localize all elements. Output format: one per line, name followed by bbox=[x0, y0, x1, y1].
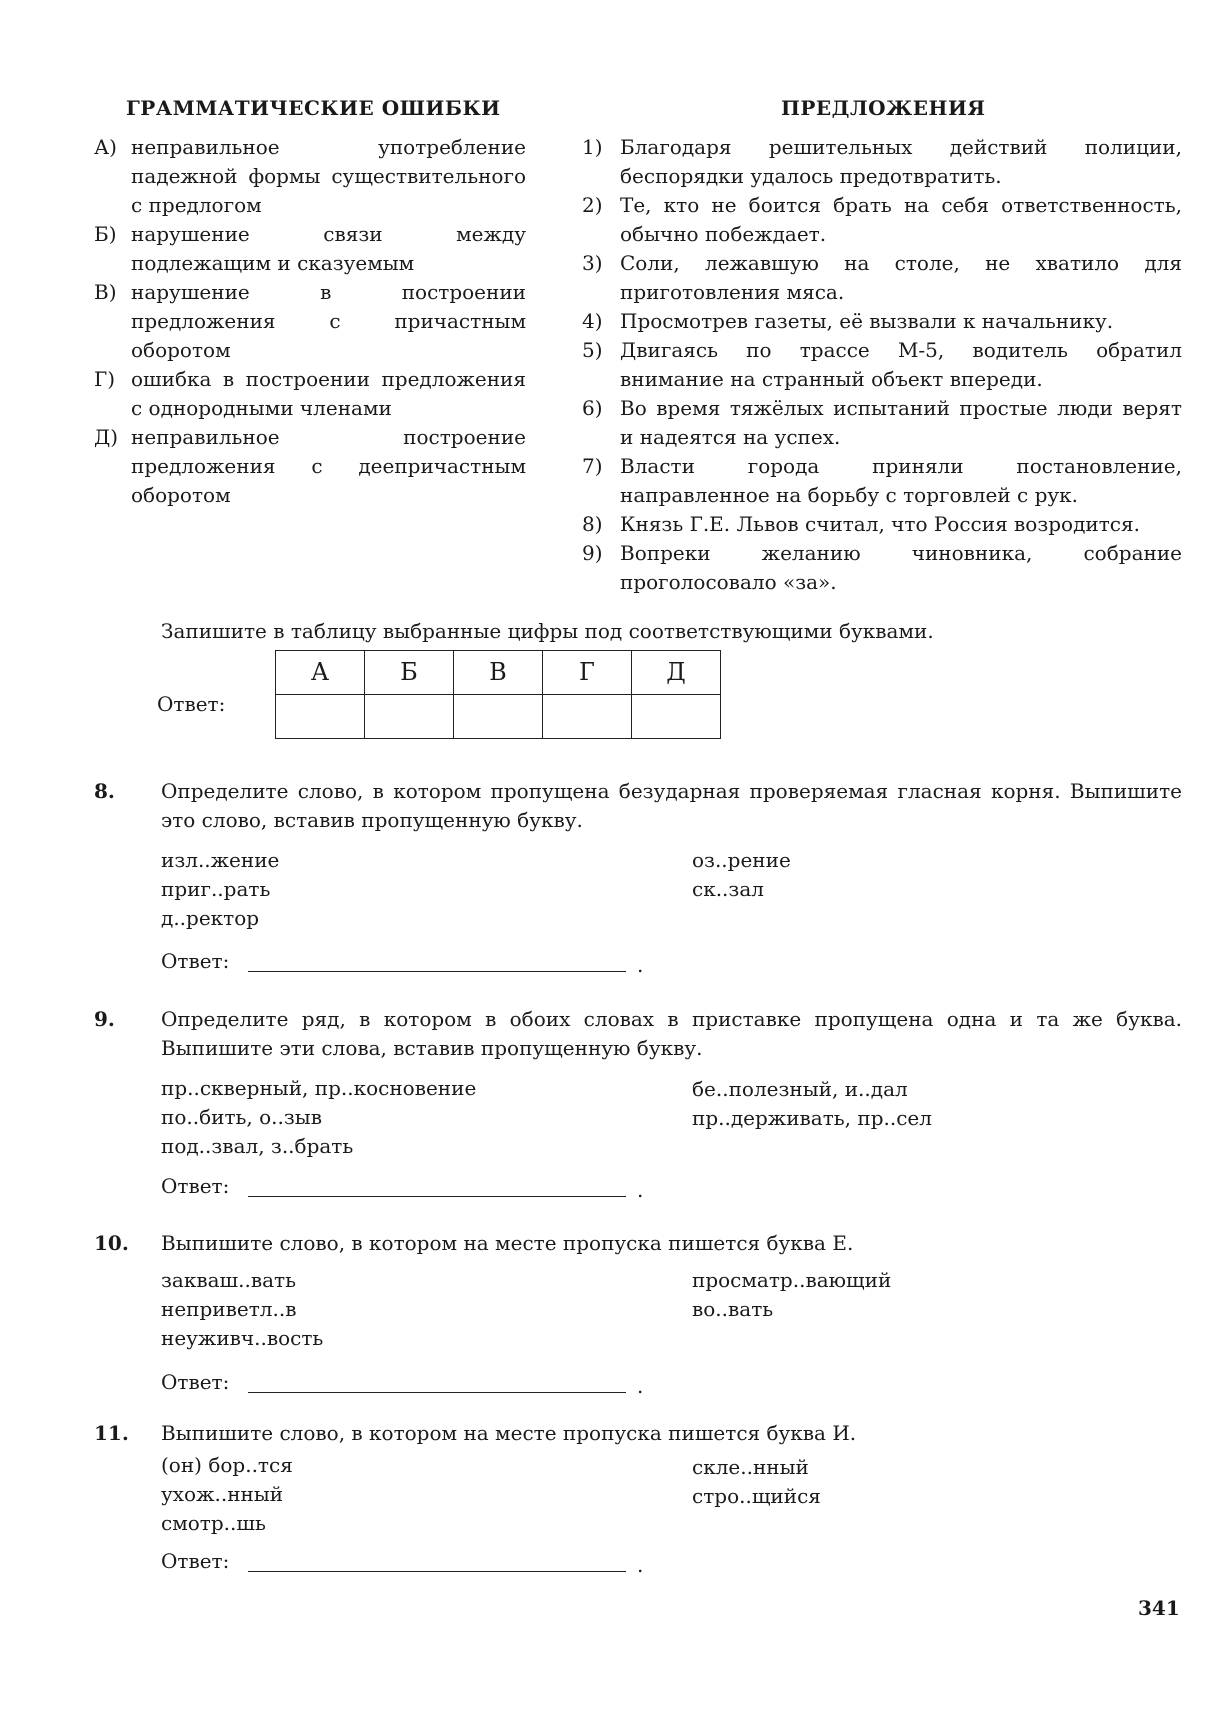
option-word: скле..нный bbox=[692, 1455, 809, 1479]
answer-period: . bbox=[637, 1553, 644, 1577]
error-text: нарушение в построении предложения с причастным оборотом bbox=[131, 280, 526, 362]
task-number: 9. bbox=[94, 1007, 115, 1031]
error-marker: Д) bbox=[94, 425, 119, 449]
sentence-text: Власти города приняли постановление, направленное на борьбу с торговлей с рук. bbox=[620, 454, 1182, 507]
answer-input-line[interactable] bbox=[248, 1571, 626, 1572]
sentence-marker: 5) bbox=[582, 338, 603, 362]
sentence-text: Те, кто не боится брать на себя ответственность, обычно побеждает. bbox=[620, 193, 1182, 246]
option-word: бе..полезный, и..дал bbox=[692, 1077, 908, 1101]
answer-cell-a[interactable] bbox=[276, 695, 365, 739]
sentence-item bbox=[582, 191, 1182, 249]
option-word: просматр..вающий bbox=[692, 1268, 892, 1292]
answer-table-header-row bbox=[276, 651, 721, 695]
task-question: Выпишите слово, в котором на месте пропуска пишется буква И. bbox=[161, 1421, 857, 1445]
sentence-marker: 8) bbox=[582, 512, 603, 536]
error-text: неправильное употребление падежной формы существительного с предлогом bbox=[131, 135, 526, 217]
answer-period: . bbox=[637, 1374, 644, 1398]
sentence-text: Двигаясь по трассе М-5, водитель обратил внимание на странный объект впереди. bbox=[620, 338, 1182, 391]
sentence-item bbox=[582, 539, 1182, 597]
option-word: под..звал, з..брать bbox=[161, 1134, 354, 1158]
error-marker: Г) bbox=[94, 367, 116, 391]
option-word: смотр..шь bbox=[161, 1511, 266, 1535]
option-word: стро..щийся bbox=[692, 1484, 821, 1508]
sentence-marker: 9) bbox=[582, 541, 603, 565]
option-word: ухож..нный bbox=[161, 1482, 284, 1506]
answer-period: . bbox=[637, 953, 644, 977]
option-word: изл..жение bbox=[161, 848, 280, 872]
error-marker: Б) bbox=[94, 222, 117, 246]
option-word: (он) бор..тся bbox=[161, 1453, 293, 1477]
answer-input-line[interactable] bbox=[248, 1196, 626, 1197]
option-word: пр..скверный, пр..косновение bbox=[161, 1076, 477, 1100]
sentence-item bbox=[582, 336, 1182, 394]
sentence-item bbox=[582, 249, 1182, 307]
option-word: закваш..вать bbox=[161, 1268, 296, 1292]
table-instruction: Запишите в таблицу выбранные цифры под соответствующими буквами. bbox=[161, 619, 934, 643]
error-text: неправильное построение предложения с деепричастным оборотом bbox=[131, 425, 526, 507]
task-number: 8. bbox=[94, 779, 115, 803]
answer-table-header: Г bbox=[543, 651, 632, 695]
task-question: Определите ряд, в котором в обоих словах в приставке пропущена одна и та же буква. Выпишите эти слова, вставив пропущенную букву. bbox=[161, 1007, 1182, 1060]
answer-cell-g[interactable] bbox=[543, 695, 632, 739]
sentence-text: Соли, лежавшую на столе, не хватило для приготовления мяса. bbox=[620, 251, 1182, 304]
sentence-text: Князь Г.Е. Львов считал, что Россия возродится. bbox=[620, 512, 1140, 536]
answer-label: Ответ: bbox=[161, 1549, 230, 1573]
error-item bbox=[94, 133, 526, 220]
option-word: по..бить, о..зыв bbox=[161, 1105, 322, 1129]
sentence-text: Благодаря решительных действий полиции, беспорядки удалось предотвратить. bbox=[620, 135, 1182, 188]
answer-table-header: Б bbox=[365, 651, 454, 695]
answer-cell-d[interactable] bbox=[632, 695, 721, 739]
errors-column-title: ГРАММАТИЧЕСКИЕ ОШИБКИ bbox=[126, 96, 501, 120]
answer-cell-b[interactable] bbox=[365, 695, 454, 739]
answer-label: Ответ: bbox=[161, 949, 230, 973]
option-word: неприветл..в bbox=[161, 1297, 297, 1321]
error-marker: В) bbox=[94, 280, 117, 304]
answer-label: Ответ: bbox=[161, 1370, 230, 1394]
error-item bbox=[94, 365, 526, 423]
answer-table-header: А bbox=[276, 651, 365, 695]
task-question: Определите слово, в котором пропущена безударная проверяемая гласная корня. Выпишите это слово, вставив пропущенную букву. bbox=[161, 779, 1182, 832]
error-text: нарушение связи между подлежащим и сказуемым bbox=[131, 222, 526, 275]
option-word: д..ректор bbox=[161, 906, 260, 930]
task-number: 10. bbox=[94, 1231, 129, 1255]
sentence-text: Во время тяжёлых испытаний простые люди верят и надеятся на успех. bbox=[620, 396, 1182, 449]
answer-period: . bbox=[637, 1178, 644, 1202]
sentences-column-title: ПРЕДЛОЖЕНИЯ bbox=[781, 96, 986, 120]
task-number: 11. bbox=[94, 1421, 129, 1445]
answer-table bbox=[275, 650, 721, 739]
error-text: ошибка в построении предложения с однородными членами bbox=[131, 367, 526, 420]
sentence-text: Вопреки желанию чиновника, собрание проголосовало «за». bbox=[620, 541, 1182, 594]
answer-table-header: В bbox=[454, 651, 543, 695]
option-word: оз..рение bbox=[692, 848, 791, 872]
option-word: неуживч..вость bbox=[161, 1326, 324, 1350]
sentence-marker: 3) bbox=[582, 251, 603, 275]
sentence-marker: 6) bbox=[582, 396, 603, 420]
error-item bbox=[94, 220, 526, 278]
sentence-item bbox=[582, 133, 1182, 191]
sentence-item bbox=[582, 510, 1182, 539]
answer-label: Ответ: bbox=[161, 1174, 230, 1198]
option-word: приг..рать bbox=[161, 877, 271, 901]
sentence-marker: 2) bbox=[582, 193, 603, 217]
page-number: 341 bbox=[1138, 1596, 1180, 1620]
sentence-marker: 1) bbox=[582, 135, 603, 159]
option-word: во..вать bbox=[692, 1297, 774, 1321]
sentence-marker: 7) bbox=[582, 454, 603, 478]
error-marker: А) bbox=[94, 135, 117, 159]
sentence-text: Просмотрев газеты, её вызвали к начальнику. bbox=[620, 309, 1114, 333]
answer-label: Ответ: bbox=[157, 692, 226, 716]
sentence-item bbox=[582, 452, 1182, 510]
answer-input-line[interactable] bbox=[248, 971, 626, 972]
task-question: Выпишите слово, в котором на месте пропуска пишется буква Е. bbox=[161, 1231, 854, 1255]
option-word: пр..держивать, пр..сел bbox=[692, 1106, 932, 1130]
option-word: ск..зал bbox=[692, 877, 764, 901]
answer-input-line[interactable] bbox=[248, 1392, 626, 1393]
answer-table-input-row bbox=[276, 695, 721, 739]
sentence-item bbox=[582, 307, 1182, 336]
errors-list bbox=[94, 133, 526, 510]
answer-cell-v[interactable] bbox=[454, 695, 543, 739]
answer-table-header: Д bbox=[632, 651, 721, 695]
sentences-list bbox=[582, 133, 1182, 597]
sentence-marker: 4) bbox=[582, 309, 603, 333]
error-item bbox=[94, 423, 526, 510]
sentence-item bbox=[582, 394, 1182, 452]
error-item bbox=[94, 278, 526, 365]
